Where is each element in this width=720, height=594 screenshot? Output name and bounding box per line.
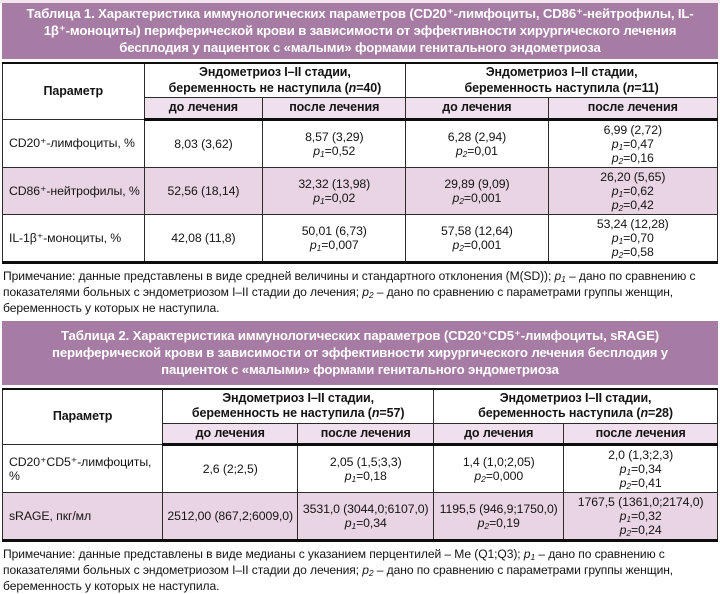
table2-title-bar [2, 321, 718, 385]
table1-section [0, 3, 720, 316]
group-header-line1: Эндометриоз I–II стадии, [436, 391, 715, 407]
data-cell: 2512,00 (867,2;6009,0) [163, 493, 298, 541]
document [0, 3, 720, 594]
param-cell: CD20⁺-лимфоциты, % [3, 119, 145, 167]
data-cell: 53,24 (12,28) $p_1=0,70$ $p_2=0,58$ [548, 214, 717, 262]
subheader-after-treatment: после лечения [548, 98, 717, 120]
table-row-cd20 [3, 119, 718, 167]
group-header-line1: Эндометриоз I–II стадии, [165, 391, 431, 407]
data-cell: 1767,5 (1361,0;2174,0) $p_1=0,32$ $p_2=0,24$ [564, 493, 718, 541]
group-header-line1: Эндометриоз I–II стадии, [408, 65, 715, 81]
group-header-pregnant [406, 63, 718, 98]
group-header-line2: беременность наступила (n=11) [408, 81, 715, 97]
group-header-not-pregnant [144, 63, 406, 98]
group-header-line2: беременность не наступила (n=57) [165, 406, 431, 422]
subheader-after-treatment: после лечения [564, 423, 718, 445]
group-header-line1: Эндометриоз I–II стадии, [147, 65, 404, 81]
group-header-line2: беременность не наступила (n=40) [147, 81, 404, 97]
data-cell: 2,6 (2;2,5) [163, 445, 298, 493]
data-cell: 32,32 (13,98) $p_1=0,02$ [263, 167, 406, 214]
subheader-before-treatment: до лечения [144, 98, 263, 120]
param-cell: CD86⁺-нейтрофилы, % [3, 167, 145, 214]
data-cell: 42,08 (11,8) [144, 214, 263, 262]
data-cell: 57,58 (12,64) $p_2=0,001$ [406, 214, 548, 262]
subheader-before-treatment: до лечения [406, 98, 548, 120]
group-header-row [3, 389, 718, 424]
param-cell: sRAGE, пкг/мл [3, 493, 163, 541]
data-cell: 8,57 (3,29) $p_1=0,52$ [263, 119, 406, 167]
table1-footnote: Примечание: данные представлены в виде средней величины и стандартного отклонения (M(SD)); $p_1$ – дано по сравнению с показателями больных с эндометриозом I–II стадии до лечения; $p_2$ – дано по сравнению с параметрами группы женщин, беременность у которых не наступила. [3, 268, 714, 316]
subheader-before-treatment: до лечения [163, 423, 298, 445]
table1-title-bar [2, 3, 718, 59]
data-cell: 52,56 (18,14) [144, 167, 263, 214]
param-cell: CD20⁺CD5⁺-лимфоциты, % [3, 445, 163, 493]
data-cell: 2,0 (1,3;2,3) $p_1=0,34$ $p_2=0,41$ [564, 445, 718, 493]
data-cell: 1195,5 (946,9;1750,0) $p_2=0,19$ [434, 493, 564, 541]
table1 [2, 62, 718, 264]
data-cell: 6,99 (2,72) $p_1=0,47$ $p_2=0,16$ [548, 119, 717, 167]
data-cell: 3531,0 (3044,0;6107,0) $p_1=0,34$ [298, 493, 434, 541]
param-cell: IL-1β⁺-моноциты, % [3, 214, 145, 262]
subheader-before-treatment: до лечения [434, 423, 564, 445]
table2-title: Таблица 2. Характеристика иммунологических параметров (CD20⁺CD5⁺-лимфоциты, sRAGE) периферической крови в зависимости от эффективности хирургического лечения бесплодия у пациенток с «малыми» формами генитального эндометриоза [52, 328, 668, 377]
table2 [2, 388, 718, 543]
table2-section [0, 321, 720, 594]
group-header-row [3, 63, 718, 98]
subheader-after-treatment: после лечения [298, 423, 434, 445]
data-cell: 2,05 (1,5;3,3) $p_1=0,18$ [298, 445, 434, 493]
data-cell: 29,89 (9,09) $p_2=0,001$ [406, 167, 548, 214]
data-cell: 8,03 (3,62) [144, 119, 263, 167]
table-row-cd20cd5 [3, 445, 718, 493]
data-cell: 6,28 (2,94) $p_2=0,01$ [406, 119, 548, 167]
subheader-after-treatment: после лечения [263, 98, 406, 120]
param-column-header: Параметр [3, 63, 145, 119]
table2-footnote: Примечание: данные представлены в виде медианы с указанием перцентилей – Ме (Q1;Q3); $p_1$ – дано по сравнению с показателями больных с эндометриозом I–II стадии до лечения; $p_2$ – дано по сравнению с параметрами группы женщин, беременность у которых не наступила. [3, 546, 714, 594]
data-cell: 1,4 (1,0;2,05) $p_2=0,000$ [434, 445, 564, 493]
group-header-line2: беременность наступила (n=28) [436, 406, 715, 422]
table-row-cd86 [3, 167, 718, 214]
data-cell: 26,20 (5,65) $p_1=0,62$ $p_2=0,42$ [548, 167, 717, 214]
group-header-pregnant [434, 389, 718, 424]
param-column-header: Параметр [3, 389, 163, 445]
group-header-not-pregnant [163, 389, 434, 424]
table-row-srage [3, 493, 718, 541]
table1-title: Таблица 1. Характеристика иммунологических параметров (CD20⁺-лимфоциты, CD86⁺-нейтрофилы, IL-1β⁺-моноциты) периферической крови в зависимости от эффективности хирургического лечения бесплодия у пациенток с «малыми» формами генитального эндометриоза [26, 6, 693, 55]
table-row-il1b [3, 214, 718, 262]
data-cell: 50,01 (6,73) $p_1=0,007$ [263, 214, 406, 262]
